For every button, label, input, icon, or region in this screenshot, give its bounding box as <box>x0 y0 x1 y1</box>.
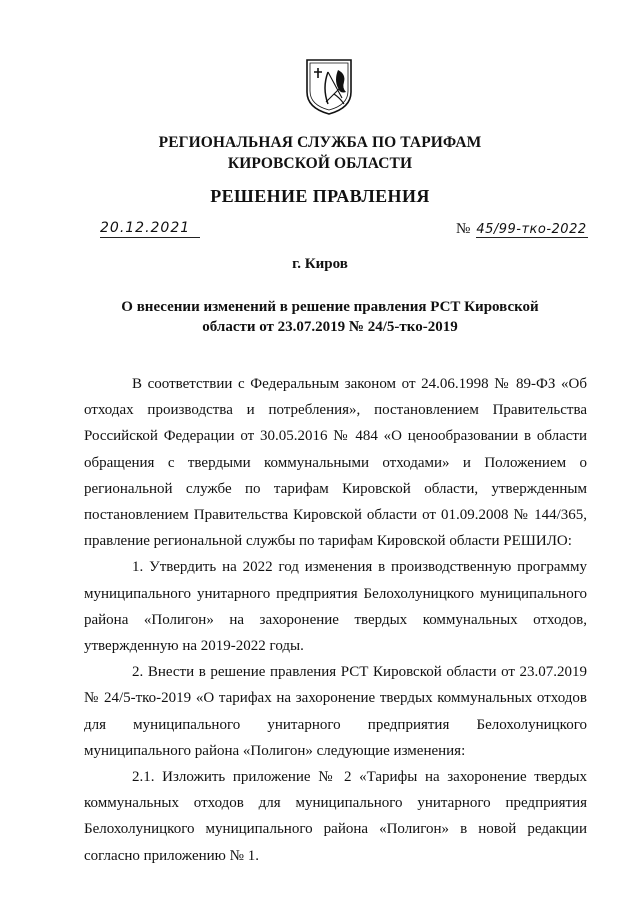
document-subject <box>120 297 540 337</box>
coat-of-arms-emblem <box>304 58 354 116</box>
document-date: 20.12.2021 <box>100 220 200 238</box>
organization-name-line2: КИРОВСКОЙ ОБЛАСТИ <box>227 155 413 172</box>
organization-name <box>0 132 640 174</box>
document-number: 45/99-тко-2022 <box>476 222 587 237</box>
document-number-field <box>456 220 586 238</box>
document-body <box>84 371 587 869</box>
document-type-title: РЕШЕНИЕ ПРАВЛЕНИЯ <box>210 186 430 206</box>
preamble-paragraph: В соответствии с Федеральным законом от 24.06.1998 № 89-ФЗ «Об отходах производства и потребления», постановлением Правительства Российской Федерации от 30.05.2016 № 484 «О ценообразовании в области обращения с твердыми коммунальными отходами» и Положением о региональной службе по тарифам Кировской области, утвержденным постановлением Правительства Кировской области от 01.09.2008 № 144/365, правление региональной службы по тарифам Кировской области РЕШИЛО: <box>84 376 587 550</box>
subject-line1: О внесении изменений в решение правления РСТ Кировской <box>121 299 539 315</box>
number-sign: № <box>456 221 471 237</box>
item-2-paragraph: 2. Внести в решение правления РСТ Кировской области от 23.07.2019 № 24/5-тко-2019 «О тарифах на захоронение твердых коммунальных отходов для муниципального унитарного предприятия Белохолуницкого муниципального района «Полигон» следующие изменения: <box>84 664 587 759</box>
organization-name-line1: РЕГИОНАЛЬНАЯ СЛУЖБА ПО ТАРИФАМ <box>158 134 482 151</box>
subject-line2: области от 23.07.2019 № 24/5-тко-2019 <box>202 319 458 335</box>
city-name: г. Киров <box>292 256 348 272</box>
item-2-1-paragraph: 2.1. Изложить приложение № 2 «Тарифы на захоронение твердых коммунальных отходов для муниципального унитарного предприятия Белохолуницкого муниципального района «Полигон» в новой редакции согласно приложению № 1. <box>84 769 587 864</box>
item-1-paragraph: 1. Утвердить на 2022 год изменения в производственную программу муниципального унитарного предприятия Белохолуницкого муниципального района «Полигон» на захоронение твердых коммунальных отходов, утвержденную на 2019-2022 годы. <box>84 559 587 655</box>
coat-of-arms-icon <box>304 58 354 116</box>
